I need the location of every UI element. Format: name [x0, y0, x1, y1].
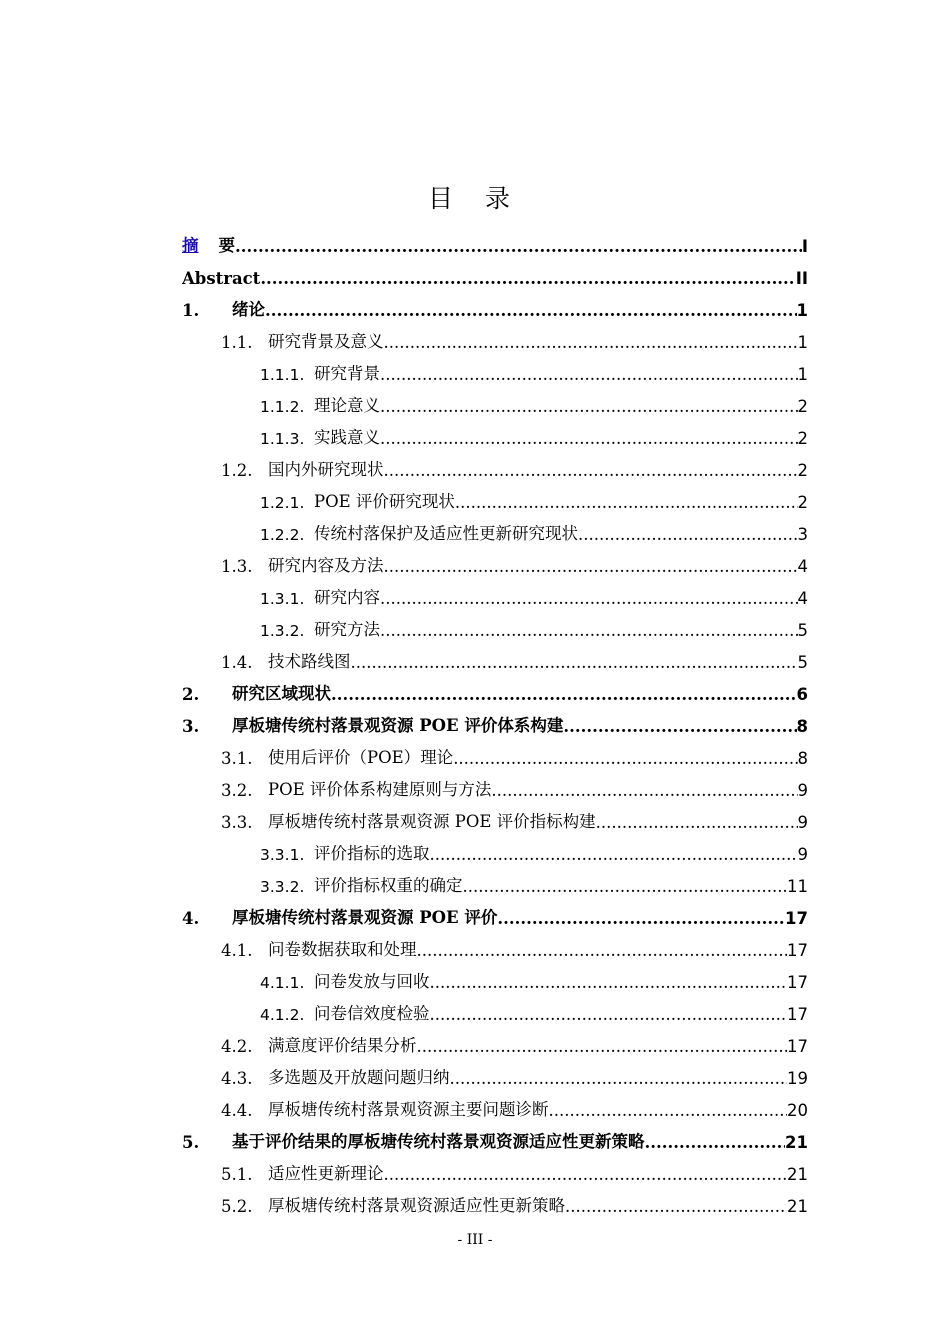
toc-entry-label: 厚板塘传统村落景观资源适应性更新策略	[268, 1196, 565, 1215]
toc-entry-label: 研究方法	[314, 620, 380, 639]
toc-entry[interactable]	[182, 352, 808, 384]
toc-entry-label: 基于评价结果的厚板塘传统村落景观资源适应性更新策略	[232, 1132, 645, 1151]
toc-dot-leader	[645, 1133, 786, 1152]
toc-entry-label: 满意度评价结果分析	[268, 1036, 417, 1055]
toc-page-number: 1	[797, 365, 808, 384]
toc-entry-label: 技术路线图	[268, 652, 351, 671]
toc-page-number: I	[801, 237, 808, 256]
toc-entry-label: 理论意义	[314, 396, 380, 415]
toc-entry-number: 1.2.2.	[260, 526, 305, 544]
toc-entry[interactable]	[182, 608, 808, 640]
toc-entry-label: 国内外研究现状	[268, 460, 384, 479]
toc-dot-leader	[384, 557, 798, 576]
toc-dot-leader	[380, 589, 798, 608]
toc-page-number: 9	[797, 813, 808, 832]
toc-dot-leader	[563, 717, 796, 736]
toc-dot-leader	[450, 1069, 788, 1088]
toc-entry[interactable]	[182, 928, 808, 960]
toc-entry-number: 1.1.	[221, 333, 253, 352]
toc-page-number: 5	[797, 621, 808, 640]
toc-dot-leader	[351, 653, 798, 672]
toc-page-number: 6	[796, 685, 808, 704]
toc-dot-leader	[380, 621, 798, 640]
toc-entry-number: 4.2.	[221, 1037, 253, 1056]
toc-entry-label: 适应性更新理论	[268, 1164, 384, 1183]
toc-page-number: 2	[797, 461, 808, 480]
toc-entry-label: 研究内容	[314, 588, 380, 607]
toc-entry[interactable]	[182, 1184, 808, 1216]
toc-entry[interactable]	[182, 704, 808, 736]
toc-title: 目 录	[428, 184, 522, 213]
toc-page-number: 17	[787, 1037, 808, 1056]
toc-dot-leader	[565, 1197, 787, 1216]
toc-entry[interactable]	[182, 800, 808, 832]
toc-entry[interactable]	[182, 544, 808, 576]
toc-entry-number: 4.3.	[221, 1069, 253, 1088]
toc-dot-leader	[596, 813, 798, 832]
toc-entry-number: 3.2.	[221, 781, 253, 800]
toc-entry[interactable]	[182, 448, 808, 480]
toc-entry-number: 1.1.1.	[260, 366, 305, 384]
toc-entry-label: 厚板塘传统村落景观资源主要问题诊断	[268, 1100, 549, 1119]
toc-entry-number: 1.	[182, 301, 200, 320]
toc-link[interactable]: 摘	[182, 236, 199, 255]
toc-entry[interactable]	[182, 1152, 808, 1184]
toc-entry[interactable]	[182, 480, 808, 512]
toc-dot-leader	[380, 397, 798, 416]
toc-dot-leader	[417, 941, 788, 960]
toc-entry-label: 厚板塘传统村落景观资源 POE 评价指标构建	[268, 812, 596, 831]
toc-dot-leader	[463, 877, 788, 896]
toc-entry[interactable]	[182, 512, 808, 544]
toc-entry-number: 5.	[182, 1133, 200, 1152]
toc-entry-number: 3.3.	[221, 813, 253, 832]
toc-dot-leader	[430, 973, 788, 992]
toc-entry-number: 5.2.	[221, 1197, 253, 1216]
toc-entry-number: 4.1.1.	[260, 974, 305, 992]
toc-page-number: 4	[797, 589, 808, 608]
toc-entry-label: 问卷数据获取和处理	[268, 940, 417, 959]
toc-entry[interactable]	[182, 864, 808, 896]
toc-page-number: 2	[797, 397, 808, 416]
toc-page-number: 4	[797, 557, 808, 576]
toc-entry-label: 评价指标权重的确定	[314, 876, 463, 895]
toc-page-number: 8	[797, 749, 808, 768]
toc-entry-number: 1.2.	[221, 461, 253, 480]
toc-dot-leader	[497, 909, 785, 928]
toc-entry-number: 1.1.2.	[260, 398, 305, 416]
toc-entry-label: 研究背景及意义	[268, 332, 384, 351]
toc-entry-label: 传统村落保护及适应性更新研究现状	[314, 524, 578, 543]
toc-entry[interactable]	[182, 736, 808, 768]
toc-entry-label: 研究区域现状	[232, 684, 331, 703]
toc-list	[182, 224, 808, 1216]
toc-page-number: 9	[797, 781, 808, 800]
toc-entry-label: 使用后评价（POE）理论	[268, 748, 454, 767]
toc-entry-number: 2.	[182, 685, 200, 704]
toc-entry[interactable]	[182, 224, 808, 256]
toc-page-number: 2	[797, 429, 808, 448]
toc-page-number: 20	[787, 1101, 808, 1120]
toc-entry-number: 1.2.1.	[260, 494, 305, 512]
toc-entry-number: 3.3.2.	[260, 878, 305, 896]
toc-entry-label: 研究背景	[314, 364, 380, 383]
toc-entry[interactable]	[182, 1120, 808, 1152]
toc-page-number: 1	[797, 333, 808, 352]
toc-entry[interactable]	[182, 768, 808, 800]
toc-dot-leader	[417, 1037, 788, 1056]
toc-entry-number: 5.1.	[221, 1165, 253, 1184]
toc-entry-label: POE 评价研究现状	[314, 492, 455, 511]
toc-entry[interactable]	[182, 1056, 808, 1088]
toc-dot-leader	[380, 365, 798, 384]
toc-page-number: 8	[796, 717, 808, 736]
toc-page-number: 11	[787, 877, 808, 896]
toc-entry-label: 绪论	[232, 300, 265, 319]
toc-entry[interactable]	[182, 320, 808, 352]
toc-page-number: 17	[787, 941, 808, 960]
toc-entry-number: 4.1.	[221, 941, 253, 960]
toc-entry-label: 厚板塘传统村落景观资源 POE 评价	[232, 908, 498, 927]
toc-page-number: 21	[787, 1165, 808, 1184]
toc-entry-label: 研究内容及方法	[268, 556, 384, 575]
toc-dot-leader	[430, 1005, 788, 1024]
toc-dot-leader	[235, 237, 802, 256]
toc-entry-label	[182, 232, 235, 256]
toc-page-number: 21	[787, 1197, 808, 1216]
toc-entry[interactable]	[182, 1024, 808, 1056]
toc-entry-number: 1.4.	[221, 653, 253, 672]
toc-dot-leader	[455, 493, 798, 512]
toc-dot-leader	[265, 301, 797, 320]
toc-entry-label-rest: 要	[218, 236, 235, 255]
toc-page-number: II	[795, 269, 808, 288]
toc-entry[interactable]	[182, 640, 808, 672]
toc-page-number: 9	[797, 845, 808, 864]
toc-entry-label: 问卷信效度检验	[314, 1004, 430, 1023]
toc-entry[interactable]	[182, 256, 808, 288]
toc-dot-leader	[384, 1165, 788, 1184]
toc-entry-number: 4.1.2.	[260, 1006, 305, 1024]
page-footer: - III -	[457, 1232, 493, 1248]
toc-entry[interactable]	[182, 896, 808, 928]
toc-dot-leader	[260, 269, 795, 288]
toc-dot-leader	[384, 333, 798, 352]
toc-entry-number: 3.1.	[221, 749, 253, 768]
toc-entry-number: 4.	[182, 909, 200, 928]
toc-entry-number: 1.3.1.	[260, 590, 305, 608]
toc-page-number: 17	[785, 909, 808, 928]
toc-entry-label: POE 评价体系构建原则与方法	[268, 780, 492, 799]
toc-page-number: 1	[796, 301, 808, 320]
toc-entry[interactable]	[182, 672, 808, 704]
toc-entry[interactable]	[182, 416, 808, 448]
toc-entry[interactable]	[182, 288, 808, 320]
toc-dot-leader	[491, 781, 797, 800]
toc-entry-label: 实践意义	[314, 428, 380, 447]
toc-entry-number: 1.3.2.	[260, 622, 305, 640]
toc-entry[interactable]	[182, 992, 808, 1024]
toc-page-number: 2	[797, 493, 808, 512]
toc-page-number: 19	[787, 1069, 808, 1088]
toc-entry[interactable]	[182, 1088, 808, 1120]
toc-entry[interactable]	[182, 576, 808, 608]
toc-page-number: 3	[797, 525, 808, 544]
toc-entry[interactable]	[182, 960, 808, 992]
toc-entry[interactable]	[182, 832, 808, 864]
toc-dot-leader	[578, 525, 798, 544]
toc-entry-number: 3.	[182, 717, 200, 736]
toc-dot-leader	[549, 1101, 788, 1120]
toc-entry-number: 4.4.	[221, 1101, 253, 1120]
toc-page-number: 21	[785, 1133, 808, 1152]
toc-page-number: 17	[787, 973, 808, 992]
toc-entry[interactable]	[182, 384, 808, 416]
toc-dot-leader	[430, 845, 798, 864]
toc-dot-leader	[453, 749, 797, 768]
toc-page-number: 5	[797, 653, 808, 672]
toc-dot-leader	[384, 461, 798, 480]
toc-entry-label: 厚板塘传统村落景观资源 POE 评价体系构建	[232, 716, 564, 735]
toc-entry-label: Abstract	[182, 269, 261, 288]
toc-dot-leader	[331, 685, 797, 704]
toc-entry-number: 1.1.3.	[260, 430, 305, 448]
toc-entry-number: 1.3.	[221, 557, 253, 576]
toc-entry-label: 多选题及开放题问题归纳	[268, 1068, 450, 1087]
toc-entry-label: 问卷发放与回收	[314, 972, 430, 991]
toc-page-number: 17	[787, 1005, 808, 1024]
toc-entry-label: 评价指标的选取	[314, 844, 430, 863]
toc-entry-number: 3.3.1.	[260, 846, 305, 864]
toc-dot-leader	[380, 429, 798, 448]
